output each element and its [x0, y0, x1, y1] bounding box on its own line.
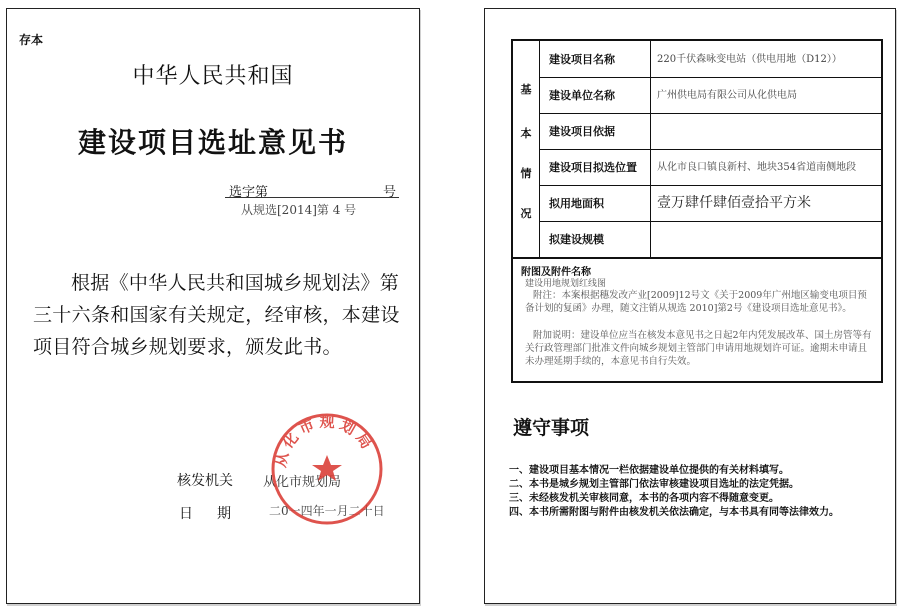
attachments-list: 建设用地规划红线图	[525, 279, 607, 289]
svg-text:从化市规划局	[271, 413, 378, 469]
attachments-additional-note: 附加说明：建设单位应当在核发本意见书之日起2年内凭发展改革、国土房管等有关行政管理部门批准文件向城乡规划主管部门申请用地规划许可证。逾期未申请且未办理延期手续的，本意见书自行失效。	[525, 330, 872, 367]
number-suffix: 号	[383, 185, 397, 200]
table-row	[539, 113, 881, 150]
number-prefix: 选字第	[229, 185, 269, 200]
table-row	[539, 77, 881, 114]
rule-item: 二、本书是城乡规划主管部门依法审核建设项目选址的法定凭据。	[509, 479, 799, 490]
certificate-back-page	[484, 8, 896, 604]
rule-item: 三、未经核发机关审核同意，本书的各项内容不得随意变更。	[509, 493, 779, 504]
row-value: 广州供电局有限公司从化供电局	[657, 89, 797, 101]
side-char: 情	[520, 167, 532, 180]
attachments-title: 附图及附件名称	[521, 267, 591, 278]
certificate-front-page	[6, 8, 420, 604]
document-number: 从规选[2014]第 4 号	[241, 203, 357, 217]
row-label: 建设单位名称	[539, 77, 651, 113]
rule-item: 一、建设项目基本情况一栏依据建设单位提供的有关材料填写。	[509, 465, 789, 476]
table-row	[539, 221, 881, 257]
side-char: 本	[520, 127, 532, 140]
row-label: 建设项目名称	[539, 41, 651, 77]
rules-title: 遵守事项	[513, 417, 590, 439]
attachments-box	[511, 259, 883, 383]
rule-item: 四、本书所需附图与附件由核发机关依法确定，与本书具有同等法律效力。	[509, 507, 839, 518]
issue-date: 二0一四年一月二十日	[269, 504, 385, 518]
document-title: 建设项目选址意见书	[77, 126, 348, 159]
row-label: 建设项目依据	[539, 113, 651, 149]
issuer-value: 从化市规划局	[263, 475, 342, 490]
table-row	[539, 149, 881, 186]
side-char: 况	[520, 207, 532, 220]
row-label: 拟用地面积	[539, 185, 651, 221]
row-value: 壹万肆仟肆佰壹拾平方米	[657, 194, 811, 211]
copy-tag: 存本	[19, 33, 44, 47]
basic-info-table	[511, 39, 883, 259]
row-label: 建设项目拟选位置	[539, 149, 651, 185]
basic-info-side-header	[513, 41, 540, 257]
row-value: 220千伏森咏变电站（供电用地（D12））	[657, 53, 842, 65]
row-label: 拟建设规模	[539, 221, 651, 257]
row-value: 从化市良口镇良新村、地块354省道南侧地段	[657, 161, 857, 173]
side-char: 基	[520, 83, 532, 96]
country-name: 中华人民共和国	[132, 64, 294, 89]
row-value	[657, 113, 879, 149]
approval-statement: 根据《中华人民共和国城乡规划法》第三十六条和国家有关规定，经审核，本建设项目符合城乡规划要求，颁发此书。	[33, 272, 400, 358]
table-row	[539, 41, 881, 78]
official-seal	[269, 411, 385, 527]
date-label: 日期	[179, 506, 255, 522]
row-value	[657, 221, 879, 257]
table-row	[539, 185, 881, 222]
issuer-label: 核发机关	[177, 473, 233, 489]
seal-text: 从化市规划局	[271, 412, 378, 469]
attachments-remark: 附注：本案根据穗发改产业[2009]12号文《关于2009年广州地区输变电项目预备计划的复函》办理，随文注销从规选 2010]第2号《建设项目选址意见书》。	[525, 290, 867, 314]
rules-list	[509, 464, 893, 520]
